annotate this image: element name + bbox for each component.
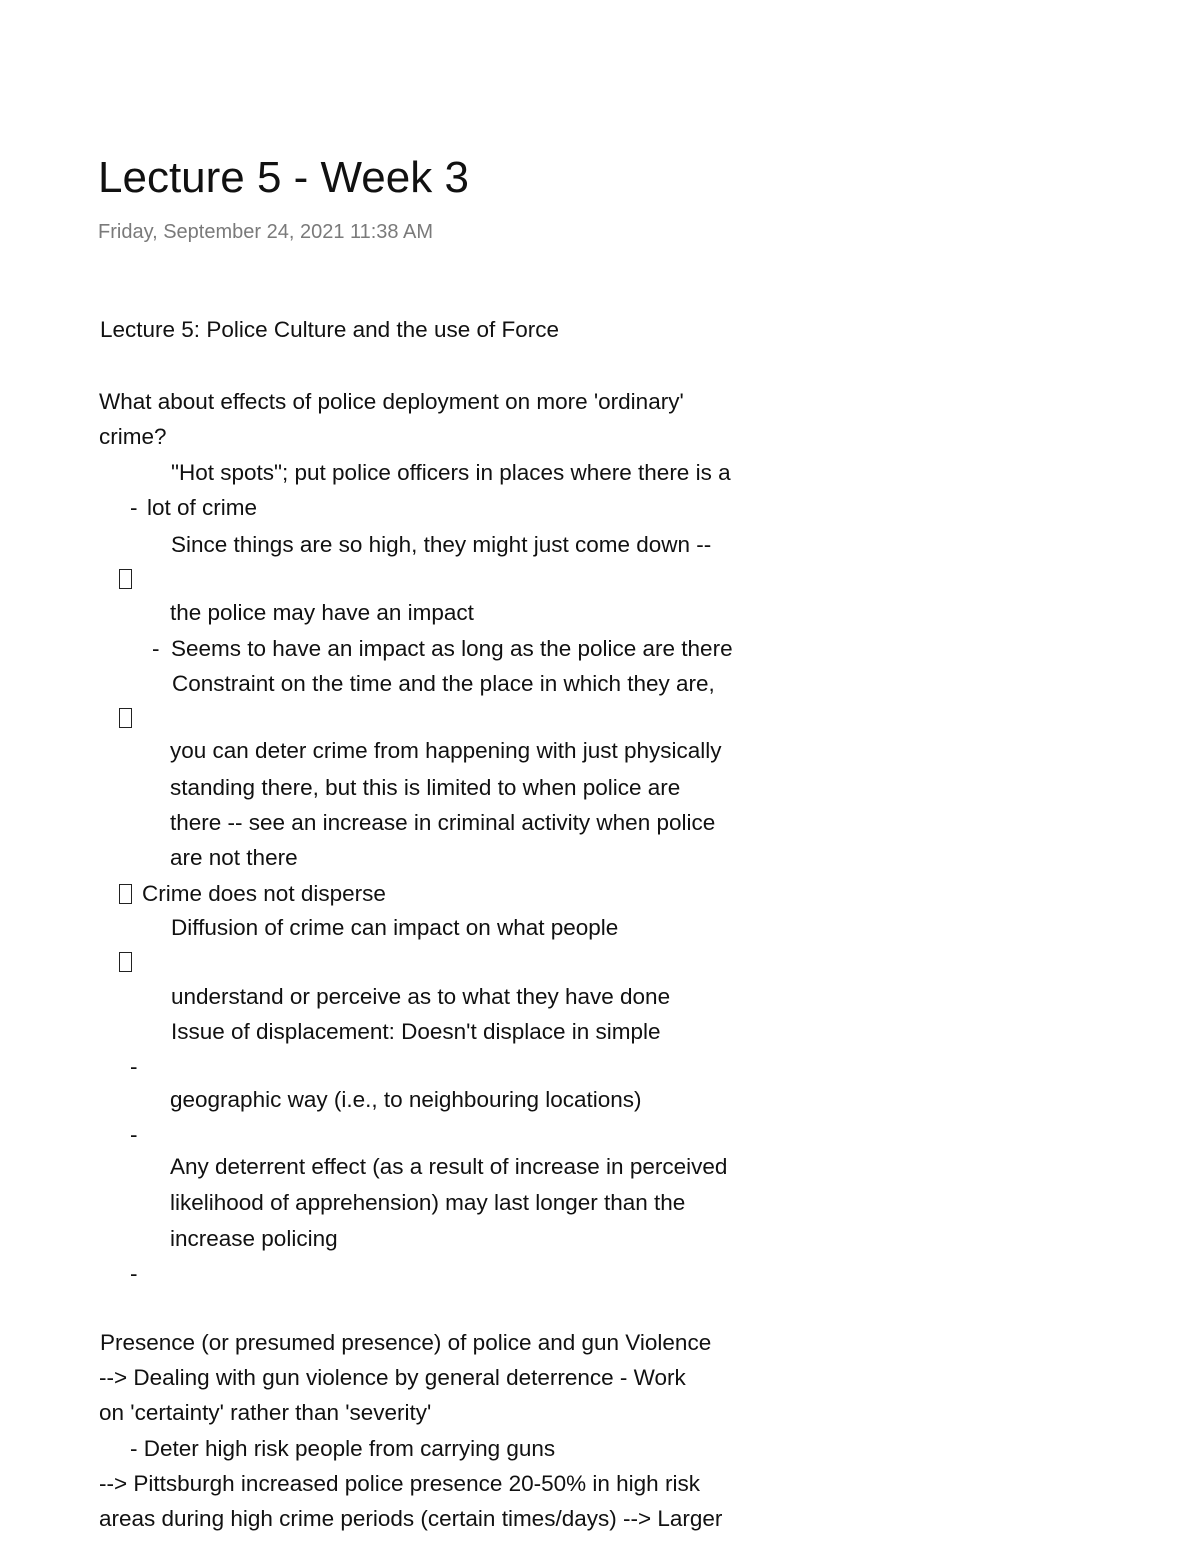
disperse-text: Crime does not disperse [142, 881, 386, 906]
text-line: the police may have an impact [170, 600, 474, 625]
bullet-box-icon [119, 708, 132, 728]
text-line: Diffusion of crime can impact on what people [171, 915, 619, 940]
dash-bullet: - [130, 1261, 138, 1286]
question-line: What about effects of police deployment on more 'ordinary' [99, 389, 684, 414]
text-line: understand or perceive as to what they have done [171, 984, 671, 1009]
dash-bullet: - [130, 1054, 138, 1079]
text-line: increase policing [170, 1226, 338, 1251]
note-timestamp: Friday, September 24, 2021 11:38 AM [98, 221, 434, 243]
text-line: Constraint on the time and the place in which they are, [172, 671, 715, 696]
text-line: "Hot spots"; put police officers in places where there is a [171, 460, 731, 485]
text-line: likelihood of apprehension) may last longer than the [170, 1190, 686, 1215]
bullet-box-icon [119, 952, 132, 972]
text-line: standing there, but this is limited to when police are [170, 775, 681, 800]
question-line: crime? [99, 424, 167, 449]
text-line: on 'certainty' rather than 'severity' [99, 1400, 432, 1425]
text-line: Since things are so high, they might just come down -- [171, 532, 712, 557]
bullet-box-icon [119, 884, 132, 904]
text-line: Presence (or presumed presence) of police and gun Violence [100, 1330, 712, 1355]
text-line [119, 877, 386, 911]
text-line: there -- see an increase in criminal activity when police [170, 810, 716, 835]
text-line: Issue of displacement: Doesn't displace in simple [171, 1019, 661, 1044]
text-line: are not there [170, 845, 298, 870]
lecture-heading: Lecture 5: Police Culture and the use of Force [100, 317, 560, 342]
text-line: - Deter high risk people from carrying guns [130, 1436, 556, 1461]
text-line: --> Pittsburgh increased police presence 20-50% in high risk [99, 1471, 700, 1496]
dash-bullet: - [130, 1122, 138, 1147]
text-line: Any deterrent effect (as a result of increase in perceived [170, 1154, 728, 1179]
dash-bullet: - [152, 636, 160, 661]
text-line: you can deter crime from happening with just physically [170, 738, 722, 763]
text-line: --> Dealing with gun violence by general deterrence - Work [99, 1365, 686, 1390]
bullet-box-icon [119, 569, 132, 589]
text-line: lot of crime [147, 495, 258, 520]
dash-bullet: - [130, 495, 138, 520]
text-line: Seems to have an impact as long as the police are there [171, 636, 733, 661]
text-line: geographic way (i.e., to neighbouring locations) [170, 1087, 642, 1112]
page-title: Lecture 5 - Week 3 [98, 153, 469, 202]
text-line: areas during high crime periods (certain times/days) --> Larger [99, 1506, 723, 1531]
